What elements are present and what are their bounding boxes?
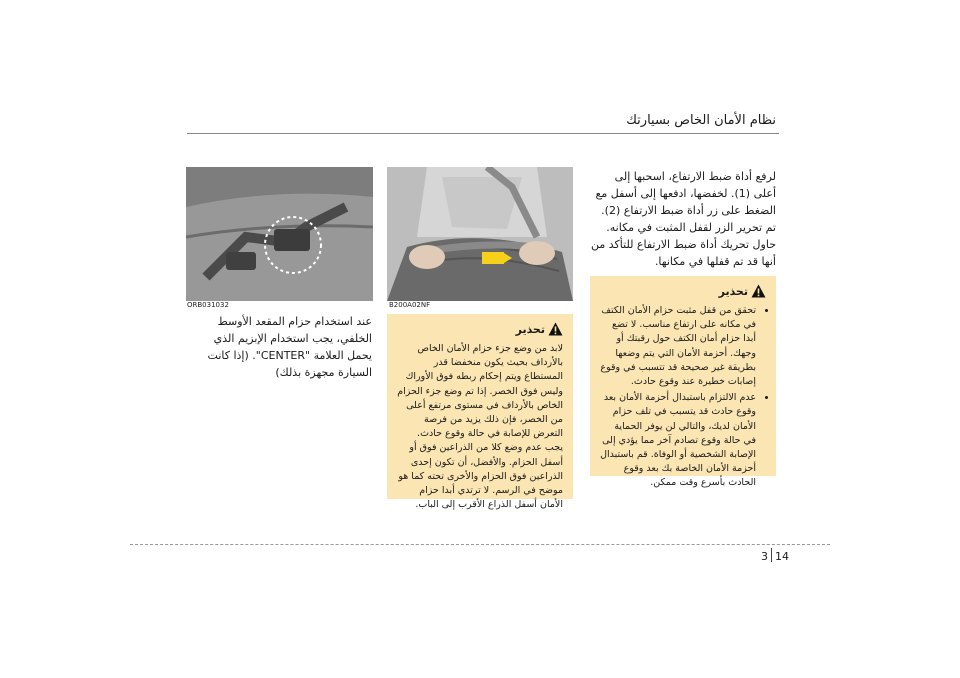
center-buckle-photo	[186, 167, 373, 301]
warning-text: لابد من وضع جزء حزام الأمان الخاص بالأرداف بحيث يكون منخفضا قدر المستطاع ويتم إحكام ربطه فوق الأوراك وليس فوق الخصر. إذا تم وضع جزء الحزام الخاص بالأرداف في مستوى مرتفع أعلى من الخصر، فإن ذلك يزيد من فرصة التعرض للإصابة في حالة وقوع حادث. يجب عدم وضع كلا من الذراعين فوق أو أسفل الحزام. والأفضل، أن تكون إحدى الذراعين فوق الحزام والأخرى تحته كما هو موضح في الرسم. لا ترتدي أبدا حزام الأمان أسفل الذراع الأقرب إلى الباب.	[397, 343, 563, 511]
lap-belt-photo	[387, 167, 573, 301]
section-title: نظام الأمان الخاص بسيارتك	[626, 113, 776, 128]
warning-list	[600, 304, 766, 491]
page-separator	[771, 548, 772, 562]
warning-title: تحذير	[718, 285, 748, 298]
photo-code: B200A02NF	[389, 301, 431, 309]
warning-header	[600, 284, 766, 300]
photo-code: ORB031032	[187, 301, 229, 309]
header-divider	[187, 133, 779, 134]
buckle-illustration	[186, 167, 373, 301]
footer-divider	[130, 544, 830, 545]
warning-box-lap-belt	[387, 314, 573, 511]
center-buckle-instructions: عند استخدام حزام المقعد الأوسط الخلفي، يجب استخدام الإبزيم الذي يحمل العلامة "CENTER". (إذا كانت السيارة مجهزة بذلك)	[207, 315, 372, 379]
warning-item: • تحقق من قفل مثبت حزام الأمان الكتف في مكانه على ارتفاع مناسب. لا تضع أبدا حزام أمان الكتف حول رقبتك أو وجهك. أحزمة الأمان التي يتم وضعها بطريقة غير صحيحة قد تتسبب في وقوع إصابات خطيرة عند وقوع حادث.	[600, 304, 756, 389]
warning-header	[397, 322, 563, 338]
warning-item: • عدم الالتزام باستبدال أحزمة الأمان بعد وقوع حادث قد يتسبب في تلف حزام الأمان لديك، والتالي لن يوفر الحماية في حالة وقوع تصادم آخر مما يؤدي إلى الإصابة الشخصية أو الوفاة. قم باستبدال أحزمة الأمان الخاصة بك بعد وقوع الحادث بأسرع وقت ممكن.	[600, 391, 756, 490]
warning-triangle-icon	[548, 322, 563, 336]
warning-title: تحذير	[515, 323, 545, 336]
seated-person-illustration	[387, 167, 573, 301]
height-adjuster-instructions: لرفع أداة ضبط الارتفاع، اسحبها إلى أعلى (1). لخفضها، ادفعها إلى أسفل مع الضغط على زر أداة ضبط الارتفاع (2). تم تحرير الزر لقفل المثبت في مكانه. حاول تحريك أداة ضبط الارتفاع للتأكد من أنها قد تم قفلها في مكانها.	[591, 170, 776, 268]
warning-box-adjuster	[590, 276, 776, 489]
page-number: 14	[775, 550, 789, 563]
chapter-number: 3	[761, 550, 768, 563]
warning-triangle-icon	[751, 284, 766, 298]
